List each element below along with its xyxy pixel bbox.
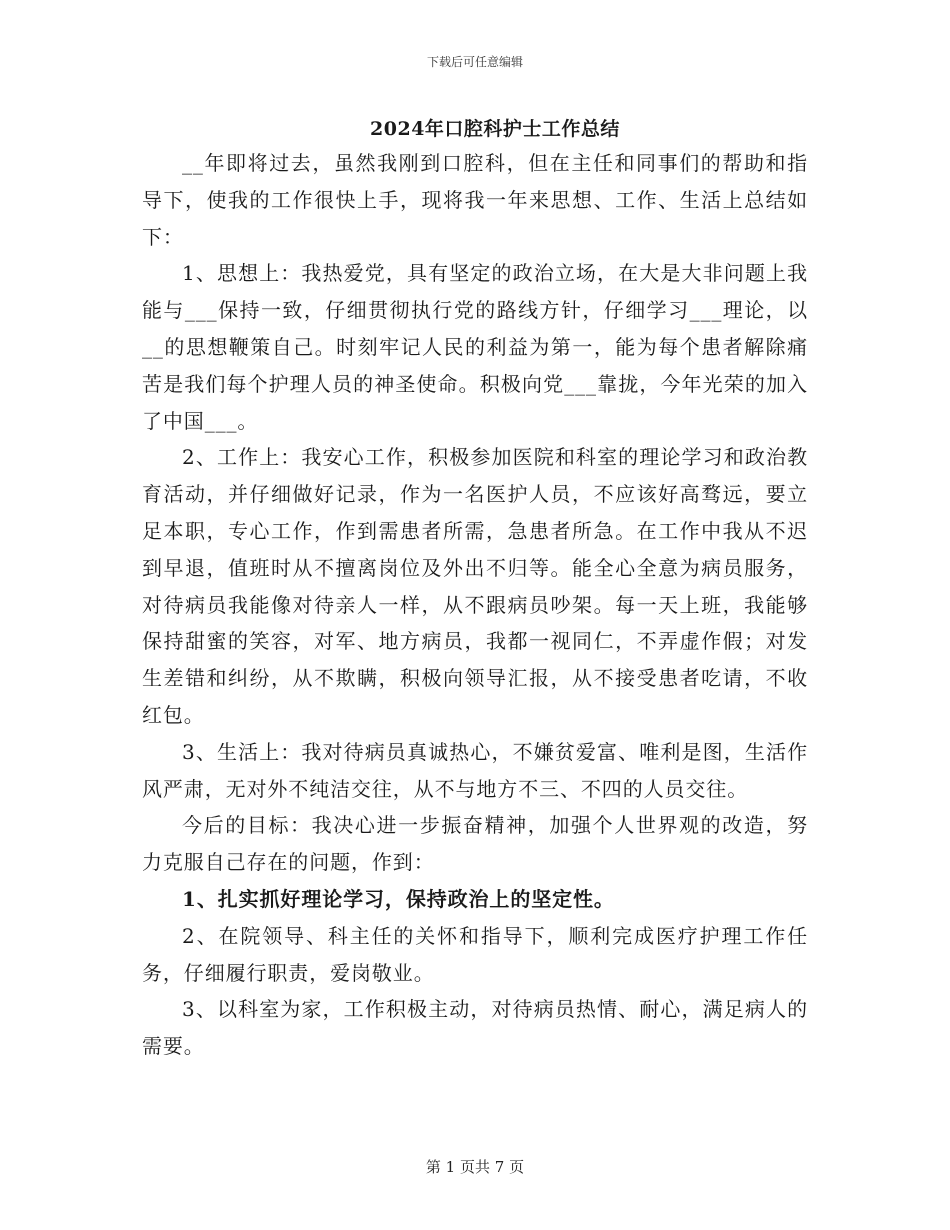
document-body <box>142 145 808 1065</box>
paragraph-work: 2、工作上：我安心工作，积极参加医院和科室的理论学习和政治教育活动，并仔细做好记录，作为一名医护人员，不应该好高骛远，要立足本职，专心工作，作到需患者所需，急患者所急。在工作中我从不迟到早退，值班时从不擅离岗位及外出不归等。能全心全意为病员服务，对待病员我能像对待亲人一样，从不跟病员吵架。每一天上班，我能够保持甜蜜的笑容，对军、地方病员，我都一视同仁，不弄虚作假；对发生差错和纠纷，从不欺瞒，积极向领导汇报，从不接受患者吃请，不收红包。 <box>142 445 808 727</box>
paragraph-thought: 1、思想上：我热爱党，具有坚定的政治立场，在大是大非问题上我能与___保持一致，仔细贯彻执行党的路线方针，仔细学习___理论，以__的思想鞭策自己。时刻牢记人民的利益为第一，能为每个患者解除痛苦是我们每个护理人员的神圣使命。积极向党___靠拢，今年光荣的加入了中国___。 <box>142 261 808 433</box>
paragraph-intro: __年即将过去，虽然我刚到口腔科，但在主任和同事们的帮助和指导下，使我的工作很快上手，现将我一年来思想、工作、生活上总结如下： <box>142 151 808 249</box>
document-title: 2024年口腔科护士工作总结 <box>370 118 620 140</box>
header-note: 下载后可任意编辑 <box>426 55 523 69</box>
paragraph-life: 3、生活上：我对待病员真诚热心，不嫌贫爱富、唯利是图，生活作风严肃，无对外不纯洁交往，从不与地方不三、不四的人员交往。 <box>142 739 808 801</box>
goal-item-2: 2、在院领导、科主任的关怀和指导下，顺利完成医疗护理工作任务，仔细履行职责，爱岗敬业。 <box>142 923 808 985</box>
page-number-label: 第 1 页共 7 页 <box>425 1158 525 1176</box>
goal-item-1: 1、扎实抓好理论学习，保持政治上的坚定性。 <box>182 886 615 911</box>
paragraph-goals: 今后的目标：我决心进一步振奋精神，加强个人世界观的改造，努力克服自己存在的问题，作到： <box>142 813 808 875</box>
goal-item-3: 3、以科室为家，工作积极主动，对待病员热情、耐心，满足病人的需要。 <box>142 997 808 1059</box>
page-footer <box>0 1156 950 1177</box>
